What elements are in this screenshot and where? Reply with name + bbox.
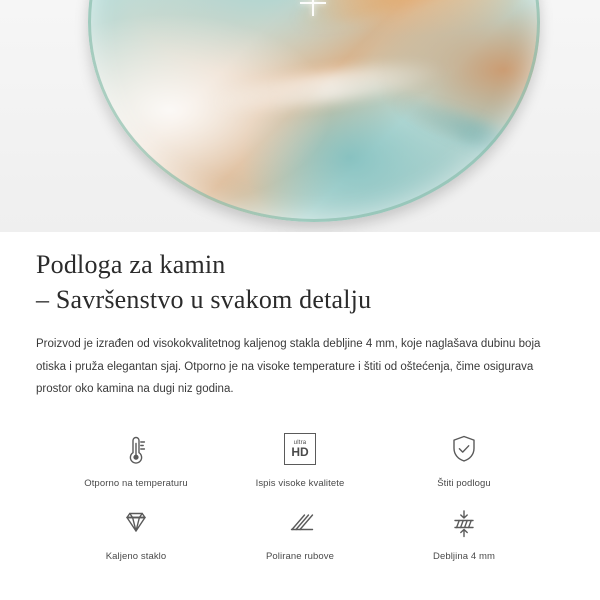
thickness-icon <box>441 499 487 545</box>
thermometer-icon <box>113 426 159 472</box>
feature-label: Otporno na temperaturu <box>84 478 188 490</box>
page-title <box>36 248 564 317</box>
headline-line-2: – Savršenstvo u svakom detalju <box>36 284 372 314</box>
content-block <box>0 232 600 562</box>
ultra-hd-icon <box>277 426 323 472</box>
feature-item-temperature <box>54 426 218 489</box>
feature-label: Kaljeno staklo <box>105 551 167 563</box>
feature-label: Polirane rubove <box>265 551 335 563</box>
feature-grid <box>36 426 564 562</box>
sparkle-icon <box>300 0 326 16</box>
feature-item-print-quality <box>218 426 382 489</box>
ultra-hd-badge-bottom: HD <box>291 445 309 460</box>
headline-line-1: Podloga za kamin <box>36 250 226 279</box>
feature-label: Ispis visoke kvalitete <box>255 478 345 490</box>
feature-label: Debljina 4 mm <box>432 551 495 563</box>
feature-item-protection <box>382 426 546 489</box>
feature-item-tempered-glass <box>54 499 218 562</box>
shield-check-icon <box>441 426 487 472</box>
ultra-hd-badge-top: ultra <box>293 440 307 447</box>
feature-item-thickness <box>382 499 546 562</box>
diamond-icon <box>113 499 159 545</box>
feature-label: Štiti podlogu <box>437 478 491 490</box>
feature-item-polished-edges <box>218 499 382 562</box>
hero-image <box>0 0 600 232</box>
description-paragraph: Proizvod je izrađen od visokokvalitetnog kaljenog stakla debljine 4 mm, koje naglašava dubinu boja otiska i pruža elegantan sjaj. Otporno je na visoke temperature i štiti od oštećenja, čime osigurava prostor oko kamina na dugi niz godina. <box>36 338 541 395</box>
polished-edges-icon <box>277 499 323 545</box>
